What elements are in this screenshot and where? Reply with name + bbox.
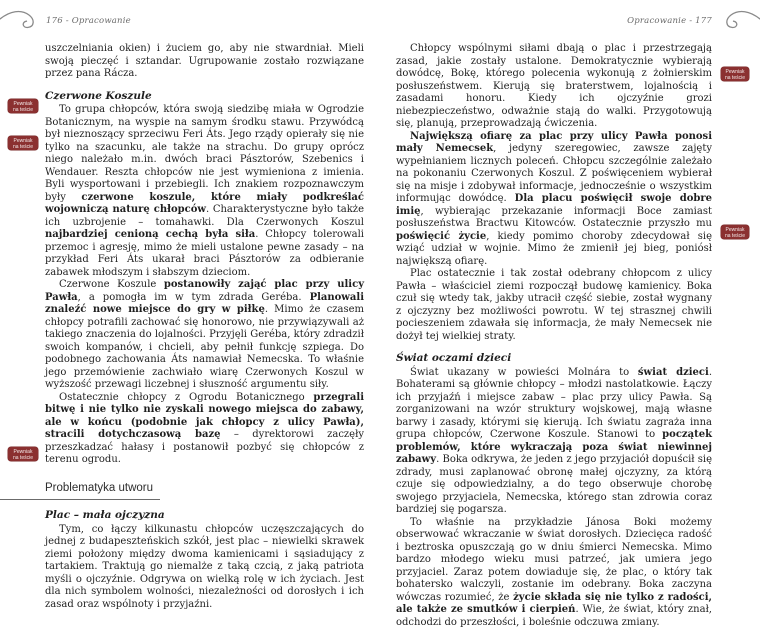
- pewniak-tab: [721, 225, 749, 239]
- subheading: Czerwone Koszule: [45, 90, 364, 103]
- paragraph: Świat ukazany w powieści Molnára to świat dzieci. Bohaterami są głównie chłopcy – młodzi nastolatkowie. Łączy ich przyjaźń i miejsce zabaw – plac przy ulicy Pawła. Są zorganizowani na wzór struktury wojskowej, mają własne barwy i zasady, którymi się kierują. Ich światu zagraża inna grupa chłopców, Czerwone Koszule. Stanowi to początek problemów, które wykraczają poza świat niewinnej zabawy. Boka odkrywa, że jeden z jego przyjaciół dopuścił się zdrady, musi zaplanować obronę małej ojczyzny, za którą czuje się odpowiedzialny, a do tego obserwuje chorobę swojego przyjaciela, Nemecska, którego stan zdrowia coraz bardziej się pogarsza.: [396, 367, 712, 517]
- paragraph: uszczelniania okien) i żuciem go, aby nie stwardniał. Mieli swoją pieczęć i sztandar. Ugrupowanie zostało rozwiązane przez pana Rácza.: [45, 43, 364, 81]
- right-page-content: [396, 43, 712, 629]
- paragraph: To grupa chłopców, która swoją siedzibę miała w Ogrodzie Botanicznym, na wyspie na samym środku stawu. Przywódcą był nieznoszący sprzeciwu Feri Áts. Jego rządy opierały się nie tylko na szacunku, ale także na strachu. Do grupy oprócz niego należało m.in. dwóch braci Pásztorów, Szebenics i Wendauer. Reszta chłopców nie jest wymieniona z imienia. Byli wysportowani i przebiegli. Ich znakiem rozpoznawczym były czerwone koszule, które miały podkreślać wojowniczą naturę chłopców. Charakterystyczne było także ich uzbrojenie – tomahawki. Dla Czerwonych Koszul najbardziej cenioną cechą była siła. Chłopcy tolerowali przemoc i agresję, mimo że mieli ustalone pewne zasady – na przykład Feri Áts ukarał braci Pásztorów za odbieranie zabawek młodszym i słabszym dzieciom.: [45, 104, 364, 279]
- paragraph: Tym, co łączy kilkunastu chłopców uczęszczających do jednej z budapeszteńskich szkół, jest plac – niewielki skrawek ziemi położony między dwoma kamienicami i sąsiadujący z tartakiem. Traktują go niemalże z taką czcią, z jaką patriota myśli o ojczyźnie. Odgrywa on wielką rolę w ich życiach. Jest dla nich symbolem wolności, niezależności od dorosłych i ich zasad oraz wspólnoty i przyjaźni.: [45, 524, 364, 612]
- pewniak-tab-line1: Pewniak: [721, 69, 749, 75]
- paragraph: Największą ofiarę za plac przy ulicy Pawła ponosi mały Nemecsek, jedyny szeregowiec, zawsze zajęty wypełnianiem licznych poleceń. Chłopcu szczególnie zależało na pokonaniu Czerwonych Koszul. Z poświęceniem wybierał się na misje i zdobywał informacje, jednocześnie o wszystkim informując dowódcę. Dla placu poświęcił swoje dobre imię, wybierając przekazanie informacji Boce zamiast posłuszeństwa Bractwu Kitowców. Ostatecznie przyszło mu poświęcić życie, kiedy pomimo choroby zdecydował się wziąć udział w wojnie. Mimo że zmienił jej bieg, poniósł największą ofiarę.: [396, 131, 712, 269]
- pewniak-tab-line1: Pewniak: [8, 138, 38, 144]
- pewniak-tab: [8, 136, 38, 150]
- paragraph: Plac ostatecznie i tak został odebrany chłopcom z ulicy Pawła – właściciel ziemi rozpoczął budowę kamienicy. Boka czuł się wtedy tak, jakby utracił część siebie, został wygnany z ojczyzny bez możliwości powrotu. W tej strasznej chwili pocieszeniem zdawała się informacja, że mały Nemecsek nie dożył tej wielkiej straty.: [396, 268, 712, 343]
- paragraph: Chłopcy wspólnymi siłami dbają o plac i przestrzegają zasad, jakie zostały ustalone. Demokratycznie wybierają dowódcę, Bokę, którego polecenia wykonują z żołnierskim posłuszeństwem. Kierują się braterstwem, lojalnością i zasadami honoru. Kiedy ich ojczyźnie grozi niebezpieczeństwo, odważnie stają do walki. Przygotowują się, planują, przeprowadzają ćwiczenia.: [396, 43, 712, 131]
- paragraph: Czerwone Koszule postanowiły zająć plac przy ulicy Pawła, a pomogła im w tym zdrada Geréba. Planowali znaleźć nowe miejsce do gry w piłkę. Mimo że czasem chłopcy potrafili zachować się honorowo, nie przywiązywali aż takiego znaczenia do lojalności. Przyjęli Geréba, który zdradził swoich kompanów, i chcieli, aby pełnił funkcję szpiega. Do podobnego zachowania Áts namawiał Nemecska. To właśnie jego przemówienie zachwiało wiarę Czerwonych Koszul w wyższość przewagi liczebnej i słuszność argumentu siły.: [45, 279, 364, 392]
- running-header-right: Opracowanie - 177: [627, 16, 712, 26]
- pewniak-tab-line2: na teście: [8, 144, 38, 150]
- pewniak-tab-line2: na teście: [721, 233, 749, 239]
- pewniak-tab-line1: Pewniak: [8, 101, 38, 107]
- running-header-left: 176 - Opracowanie: [46, 16, 131, 26]
- paragraph: To właśnie na przykładzie Jánosa Boki możemy obserwować wkraczanie w świat dorosłych. Dziecięca radość i beztroska opuszczają go w dniu śmierci Nemecska. Mimo bardzo młodego wieku musi patrzeć, jak umiera jego przyjaciel. Zaraz potem dowiaduje się, że plac, o który tak bohatersko walczyli, zostanie im odebrany. Boka zaczyna wówczas rozumieć, że życie składa się nie tylko z radości, ale także ze smutków i cierpień. Wie, że świat, który znał, odchodzi do przeszłości, i boleśnie odczuwa zmiany.: [396, 517, 712, 629]
- flourish-swirl-icon: [714, 7, 760, 37]
- subheading: Plac – mała ojczyzna: [45, 509, 364, 522]
- pewniak-tab-line1: Pewniak: [8, 449, 38, 455]
- pewniak-tab-line1: Pewniak: [721, 227, 749, 233]
- left-page-content: [45, 43, 364, 611]
- pewniak-tab: [8, 99, 38, 113]
- flourish-swirl-icon: [0, 7, 46, 37]
- paragraph: Ostatecznie chłopcy z Ogrodu Botanicznego przegrali bitwę i nie tylko nie zyskali nowego miejsca do zabawy, ale w końcu (podobnie jak chłopcy z ulicy Pawła), stracili dotychczasową bazę – dyrektorowi zaczęły przeszkadzać hałasy i postanowił pozbyć się chłopców z terenu ogrodu.: [45, 392, 364, 467]
- pewniak-tab: [721, 67, 749, 81]
- pewniak-tab-line2: na teście: [8, 107, 38, 113]
- pewniak-tab: [8, 447, 38, 461]
- section-heading: Problematyka utworu: [45, 482, 364, 501]
- pewniak-tab-line2: na teście: [8, 455, 38, 461]
- pewniak-tab-line2: na teście: [721, 75, 749, 81]
- subheading: Świat oczami dzieci: [396, 352, 712, 365]
